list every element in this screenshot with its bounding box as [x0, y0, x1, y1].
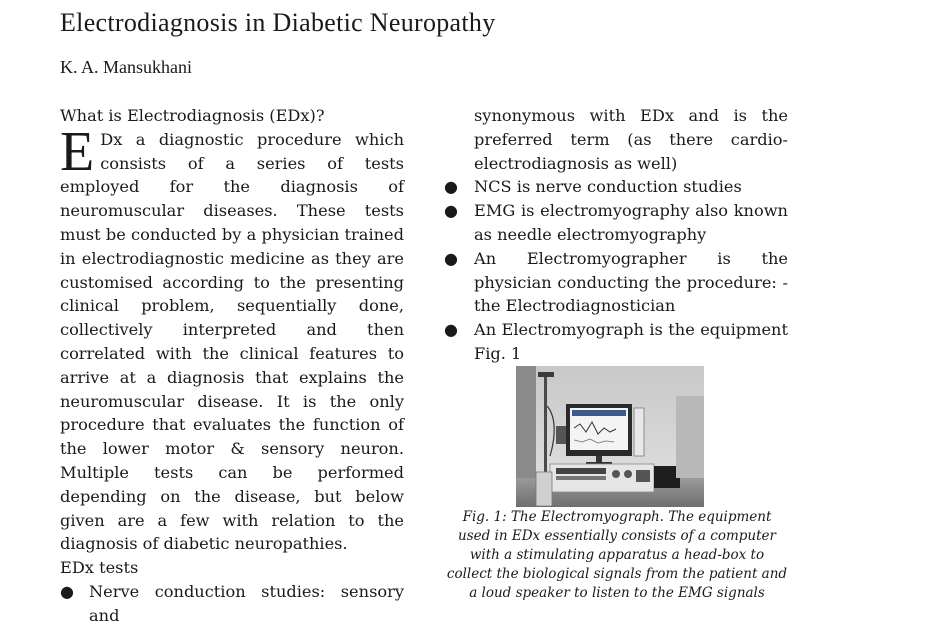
intro-paragraph — [60, 120, 404, 556]
list-item — [444, 247, 788, 318]
article-title: Electrodiagnosis in Diabetic Neuropathy — [60, 8, 496, 37]
section-heading: What is Electrodiagnosis (EDx)? — [60, 106, 325, 125]
electromyograph-photo — [516, 366, 704, 507]
subheading-edx-tests: EDx tests — [60, 558, 139, 578]
drop-cap: E — [60, 120, 95, 183]
list-item-text: NCS is nerve conduction studies — [474, 177, 742, 197]
continued-paragraph: synonymous with EDx and is the preferred term (as there cardio-electrodiagnosis as well) — [474, 106, 788, 173]
list-item — [60, 580, 404, 628]
author-name: K. A. Mansukhani — [60, 57, 192, 77]
list-item-text: EMG is electromyography also known as needle electromyography — [474, 201, 788, 244]
right-column — [444, 104, 788, 366]
figure-caption: Fig. 1: The Electromyograph. The equipment used in EDx essentially consists of a computer with a stimulating apparatus a head-box to collect the biological signals from the patient and a loud speaker to listen to the EMG signals — [446, 509, 788, 601]
terms-list — [444, 175, 788, 365]
list-item-text: Nerve conduction studies: sensory and — [89, 581, 404, 625]
left-column — [60, 104, 404, 628]
list-item — [444, 318, 788, 366]
bullet-icon: ● — [444, 177, 458, 197]
bullet-icon: ● — [444, 320, 458, 340]
list-item-text: An Electromyograph is the equipment Fig. 1 — [474, 320, 788, 363]
list-item — [444, 199, 788, 247]
list-item — [444, 175, 788, 199]
bullet-icon: ● — [60, 581, 74, 601]
list-item-text: An Electromyographer is the physician conducting the procedure: - the Electrodiagnostician — [474, 248, 788, 316]
intro-text: Dx a diagnostic procedure which consists of a series of tests employed for the diagnosis of neuromuscular diseases. These tests must be conducted by a physician trained in electrodiagnostic medicine as they are customised according to the presenting clinical problem, sequentially done, collectively interpreted and then correlated with the clinical features to arrive at a diagnosis that explains the neuromuscular disease. It is the only procedure that evaluates the function of the lower motor & sensory neuron. Multiple tests can be performed depending on the disease, but below given are a few with relation to the diagnosis of diabetic neuropathies. — [60, 129, 404, 554]
edx-tests-list — [60, 580, 404, 628]
bullet-icon: ● — [444, 248, 458, 268]
bullet-icon: ● — [444, 201, 458, 221]
electromyograph-illustration — [516, 366, 704, 507]
